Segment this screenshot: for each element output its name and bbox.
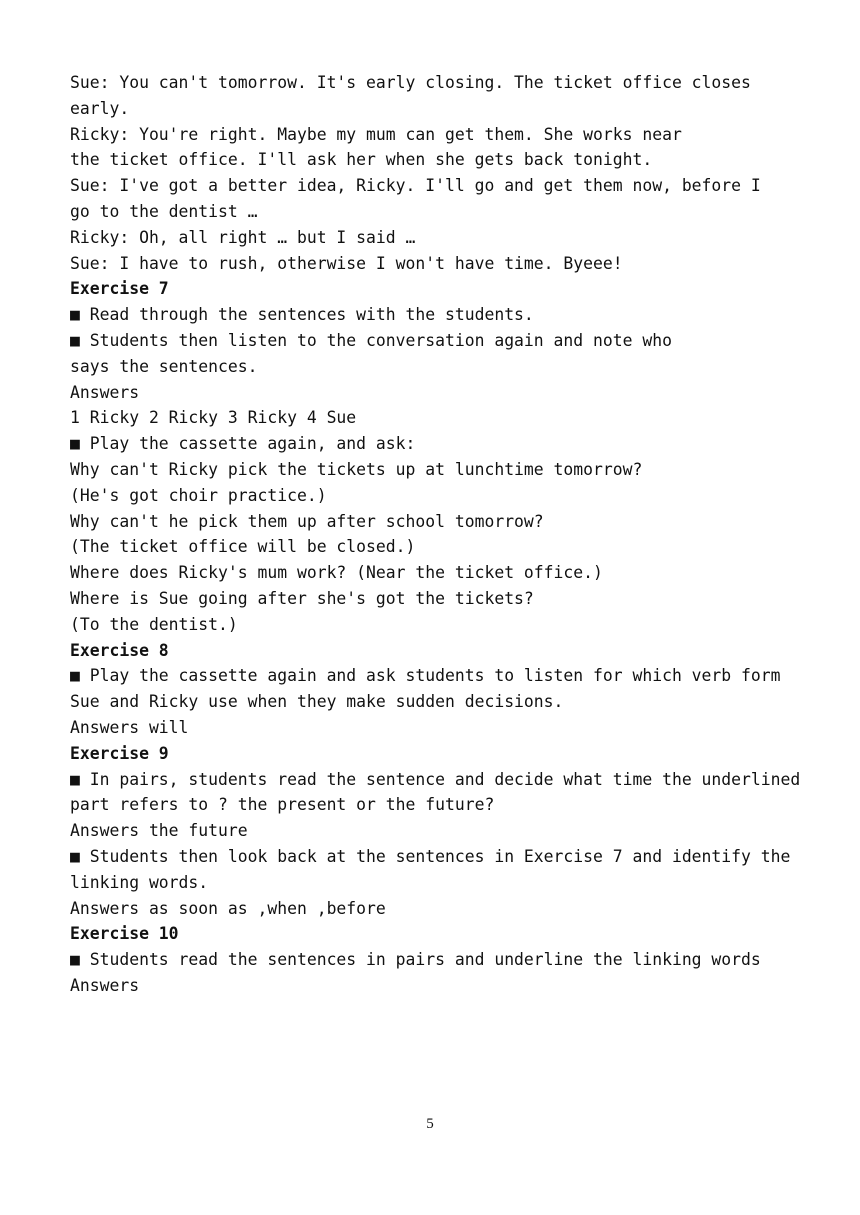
text-line: Answers as soon as ,when ,before bbox=[70, 898, 386, 918]
text-line: ■ Play the cassette again, and ask: bbox=[70, 434, 416, 454]
text-line: Answers bbox=[70, 975, 140, 995]
page-number: 5 bbox=[426, 1116, 434, 1132]
text-line: (The ticket office will be closed.) bbox=[70, 537, 416, 557]
text-line: ■ Students read the sentences in pairs and underline the linking words bbox=[70, 950, 761, 970]
text-line: ■ Play the cassette again and ask students to listen for which verb form bbox=[70, 666, 781, 686]
document-body bbox=[70, 70, 810, 999]
text-line: 1 Ricky 2 Ricky 3 Ricky 4 Sue bbox=[70, 408, 357, 428]
text-line: says the sentences. bbox=[70, 356, 258, 376]
text-line: Answers bbox=[70, 382, 140, 402]
text-line: Answers will bbox=[70, 717, 189, 737]
text-line: ■ Read through the sentences with the students. bbox=[70, 305, 534, 325]
exercise-heading: Exercise 8 bbox=[70, 640, 169, 660]
text-line: Sue: You can't tomorrow. It's early closing. The ticket office closes bbox=[70, 73, 751, 92]
text-line: Ricky: You're right. Maybe my mum can get them. She works near bbox=[70, 124, 682, 144]
text-line: Where does Ricky's mum work? (Near the ticket office.) bbox=[70, 563, 603, 583]
text-line: go to the dentist … bbox=[70, 201, 258, 221]
text-line: Sue and Ricky use when they make sudden decisions. bbox=[70, 692, 564, 712]
text-line: ■ In pairs, students read the sentence and decide what time the underlined bbox=[70, 769, 801, 789]
text-line: (He's got choir practice.) bbox=[70, 485, 327, 505]
text-line: Sue: I have to rush, otherwise I won't have time. Byeee! bbox=[70, 253, 623, 273]
text-line: linking words. bbox=[70, 872, 209, 892]
text-line: the ticket office. I'll ask her when she gets back tonight. bbox=[70, 150, 653, 170]
text-line: ■ Students then listen to the conversation again and note who bbox=[70, 330, 672, 350]
exercise-heading: Exercise 9 bbox=[70, 743, 169, 763]
text-line: ■ Students then look back at the sentences in Exercise 7 and identify the bbox=[70, 846, 791, 866]
text-line: Why can't Ricky pick the tickets up at lunchtime tomorrow? bbox=[70, 459, 643, 479]
text-line: Why can't he pick them up after school tomorrow? bbox=[70, 511, 544, 531]
exercise-heading: Exercise 10 bbox=[70, 924, 179, 944]
text-line: early. bbox=[70, 98, 130, 118]
text-line: part refers to ? the present or the future? bbox=[70, 795, 495, 815]
text-line: Where is Sue going after she's got the tickets? bbox=[70, 588, 534, 608]
text-line: (To the dentist.) bbox=[70, 614, 238, 634]
exercise-heading: Exercise 7 bbox=[70, 279, 169, 299]
text-line: Sue: I've got a better idea, Ricky. I'll go and get them now, before I bbox=[70, 176, 761, 196]
text-line: Ricky: Oh, all right … but I said … bbox=[70, 227, 416, 247]
text-line: Answers the future bbox=[70, 821, 248, 841]
document-page bbox=[70, 70, 810, 999]
